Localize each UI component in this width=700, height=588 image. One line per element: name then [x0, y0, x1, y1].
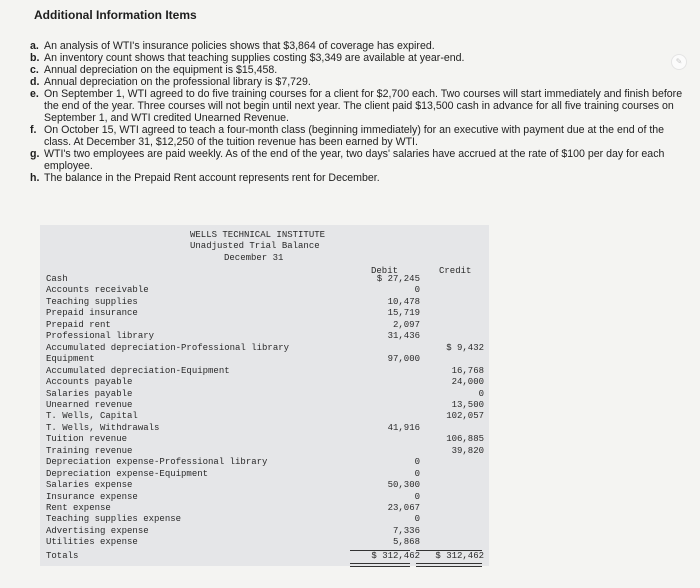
trial-balance-account: T. Wells, Capital [46, 411, 138, 422]
trial-balance-table [40, 225, 489, 566]
trial-balance-header [190, 230, 340, 264]
info-item-text: An analysis of WTI's insurance policies shows that $3,864 of coverage has expired. [44, 40, 435, 52]
trial-balance-row [46, 400, 486, 411]
trial-balance-account: Prepaid insurance [46, 308, 138, 319]
info-item-letter: a. [30, 40, 39, 52]
info-item-letter: f. [30, 124, 37, 136]
totals-credit: $ 312,462 [435, 550, 484, 561]
trial-balance-row [46, 434, 486, 445]
trial-balance-debit: 50,300 [387, 480, 420, 491]
trial-balance-row [46, 480, 486, 491]
additional-info-list [30, 40, 685, 184]
info-item [30, 124, 685, 148]
trial-balance-account: Depreciation expense-Professional library [46, 457, 268, 468]
trial-balance-account: Accumulated depreciation-Equipment [46, 365, 230, 376]
trial-balance-credit: 39,820 [451, 445, 484, 456]
trial-balance-account: Accounts receivable [46, 285, 149, 296]
trial-balance-row [46, 411, 486, 422]
trial-balance-row [46, 274, 486, 285]
section-title: Additional Information Items [34, 8, 197, 22]
trial-balance-debit: 0 [414, 285, 420, 296]
trial-balance-account: Teaching supplies expense [46, 514, 182, 525]
info-item-letter: e. [30, 88, 39, 100]
info-item-text: The balance in the Prepaid Rent account represents rent for December. [44, 172, 380, 184]
trial-balance-credit: 0 [478, 388, 484, 399]
trial-balance-row [46, 331, 486, 342]
trial-balance-debit: 41,916 [387, 422, 420, 433]
trial-balance-row [46, 526, 486, 537]
info-item-letter: d. [30, 76, 40, 88]
trial-balance-account: Utilities expense [46, 537, 138, 548]
info-item-letter: g. [30, 148, 40, 160]
trial-balance-account: Accounts payable [46, 377, 133, 388]
info-item [30, 148, 685, 172]
info-item-letter: c. [30, 64, 39, 76]
info-item-text: An inventory count shows that teaching supplies costing $3,349 are available at year-end. [44, 52, 465, 64]
trial-balance-row [46, 285, 486, 296]
trial-balance-row [46, 297, 486, 308]
info-item-text: On September 1, WTI agreed to do five training courses for a client for $2,700 each. Two courses will start immediately and finish before the end of the year. Three courses will not begin until next year. The client paid $13,500 cash in advance for all five training courses on September 1, and WTI credited Unearned Revenue. [44, 88, 683, 124]
trial-balance-debit: 97,000 [387, 354, 420, 365]
trial-balance-account: Rent expense [46, 503, 111, 513]
trial-balance-debit: 31,436 [387, 331, 420, 342]
info-item-text: Annual depreciation on the equipment is $15,458. [44, 64, 278, 76]
trial-balance-credit: 16,768 [451, 365, 484, 376]
info-item [30, 76, 685, 88]
trial-balance-row [46, 389, 486, 400]
report-name: Unadjusted Trial Balance [190, 241, 320, 252]
trial-balance-row [46, 343, 486, 354]
company-name: WELLS TECHNICAL INSTITUTE [190, 230, 326, 240]
trial-balance-debit: 23,067 [387, 503, 420, 513]
trial-balance-account: Unearned revenue [46, 399, 133, 410]
trial-balance-totals-row [46, 551, 486, 562]
totals-double-rule [350, 563, 410, 567]
trial-balance-debit: 0 [414, 457, 420, 468]
info-item-text: Annual depreciation on the professional library is $7,729. [44, 76, 311, 88]
info-item-text: On October 15, WTI agreed to teach a four-month class (beginning immediately) for an executive with payment due at the end of the class. At December 31, $12,250 of the tuition revenue has been earned by WTI. [44, 124, 665, 148]
trial-balance-row [46, 503, 486, 514]
trial-balance-account: T. Wells, Withdrawals [46, 422, 160, 433]
trial-balance-debit: 5,868 [392, 537, 420, 548]
trial-balance-row [46, 320, 486, 331]
trial-balance-account: Depreciation expense-Equipment [46, 468, 209, 479]
trial-balance-row [46, 308, 486, 319]
info-item [30, 172, 685, 184]
trial-balance-debit: 0 [414, 514, 420, 525]
trial-balance-row [46, 366, 486, 377]
trial-balance-account: Insurance expense [46, 491, 138, 502]
trial-balance-debit: 0 [414, 491, 420, 502]
trial-balance-account: Salaries expense [46, 480, 133, 491]
info-item-text: WTI's two employees are paid weekly. As of the end of the year, two days' salaries have accrued at the rate of $100 per day for each employee. [44, 148, 665, 172]
report-date: December 31 [224, 252, 284, 263]
trial-balance-debit: 10,478 [387, 296, 420, 307]
trial-balance-row [46, 423, 486, 434]
info-item [30, 40, 685, 52]
trial-balance-row [46, 457, 486, 468]
trial-balance-account: Professional library [46, 331, 155, 342]
trial-balance-row [46, 469, 486, 480]
trial-balance-account: Tuition revenue [46, 434, 128, 445]
debit-column-header: Debit [371, 266, 399, 276]
trial-balance-debit: 7,336 [392, 525, 420, 536]
trial-balance-debit: 2,097 [392, 319, 420, 330]
trial-balance-account: Equipment [46, 354, 95, 365]
info-item [30, 88, 685, 124]
credit-column-header: Credit [439, 266, 472, 276]
info-item-letter: b. [30, 52, 40, 64]
totals-double-rule [416, 563, 482, 567]
info-item-letter: h. [30, 172, 40, 184]
trial-balance-credit: 102,057 [446, 411, 484, 422]
trial-balance-debit: $ 27,245 [376, 274, 420, 284]
trial-balance-account: Salaries payable [46, 388, 133, 399]
trial-balance-account: Training revenue [46, 445, 133, 456]
trial-balance-debit: 0 [414, 468, 420, 479]
totals-label: Totals [46, 550, 79, 561]
trial-balance-row [46, 492, 486, 503]
trial-balance-row [46, 446, 486, 457]
trial-balance-credit: 13,500 [451, 399, 484, 410]
trial-balance-row [46, 514, 486, 525]
trial-balance-credit: $ 9,432 [446, 342, 484, 353]
trial-balance-row [46, 377, 486, 388]
trial-balance-row [46, 537, 486, 548]
trial-balance-row [46, 354, 486, 365]
trial-balance-account: Teaching supplies [46, 296, 138, 307]
totals-debit: $ 312,462 [371, 550, 420, 561]
trial-balance-credit: 106,885 [446, 434, 484, 445]
trial-balance-account: Prepaid rent [46, 319, 111, 330]
trial-balance-account: Cash [46, 274, 68, 284]
info-item [30, 64, 685, 76]
trial-balance-debit: 15,719 [387, 308, 420, 319]
trial-balance-credit: 24,000 [451, 377, 484, 388]
edit-icon: ✎ [671, 54, 687, 70]
trial-balance-account: Accumulated depreciation-Professional library [46, 342, 290, 353]
trial-balance-account: Advertising expense [46, 525, 149, 536]
info-item [30, 52, 685, 64]
